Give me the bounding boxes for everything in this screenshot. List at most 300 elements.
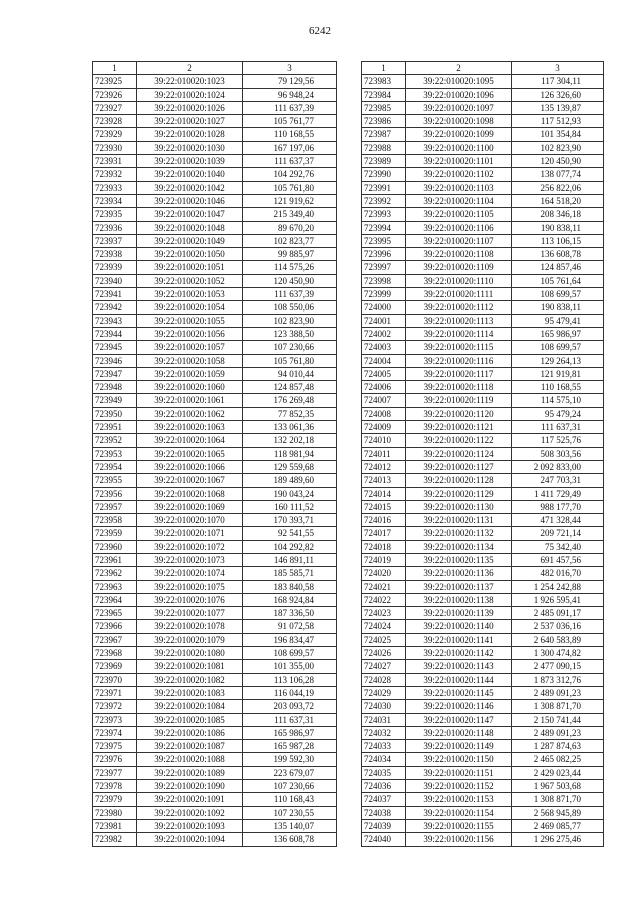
cadastral-number: 39:22:010020:1096: [406, 88, 512, 101]
table-row: [362, 181, 604, 194]
value-cell: 110 168,55: [243, 128, 337, 141]
cadastral-number: 39:22:010020:1108: [406, 248, 512, 261]
table-row: [93, 367, 337, 380]
row-number: 724009: [362, 421, 406, 434]
cadastral-number: 39:22:010020:1105: [406, 208, 512, 221]
table-row: [362, 234, 604, 247]
value-cell: 208 346,18: [512, 208, 604, 221]
table-row: [93, 686, 337, 699]
row-number: 724019: [362, 553, 406, 566]
table-row: [93, 194, 337, 207]
row-number: 723943: [93, 314, 137, 327]
row-number: 724018: [362, 540, 406, 553]
table-header-row: [93, 62, 337, 75]
table-row: [362, 567, 604, 580]
value-cell: 89 670,20: [243, 221, 337, 234]
table-row: [93, 487, 337, 500]
value-cell: 1 411 729,49: [512, 487, 604, 500]
value-cell: 2 485 091,17: [512, 607, 604, 620]
cadastral-number: 39:22:010020:1114: [406, 327, 512, 340]
value-cell: 121 919,81: [512, 367, 604, 380]
table-row: [93, 553, 337, 566]
row-number: 724021: [362, 580, 406, 593]
row-number: 724035: [362, 766, 406, 779]
cadastral-number: 39:22:010020:1138: [406, 593, 512, 606]
table-row: [362, 447, 604, 460]
table-row: [362, 208, 604, 221]
row-number: 724016: [362, 514, 406, 527]
table-row: [93, 221, 337, 234]
value-cell: 113 106,15: [512, 234, 604, 247]
row-number: 723932: [93, 168, 137, 181]
cadastral-number: 39:22:010020:1140: [406, 620, 512, 633]
cadastral-number: 39:22:010020:1153: [406, 793, 512, 806]
value-cell: 209 721,14: [512, 527, 604, 540]
table-row: [362, 421, 604, 434]
row-number: 723941: [93, 288, 137, 301]
row-number: 723946: [93, 354, 137, 367]
cadastral-number: 39:22:010020:1074: [137, 567, 243, 580]
value-cell: 1 300 474,82: [512, 647, 604, 660]
row-number: 723993: [362, 208, 406, 221]
row-number: 723997: [362, 261, 406, 274]
row-number: 723974: [93, 726, 137, 739]
cadastral-number: 39:22:010020:1089: [137, 766, 243, 779]
table-row: [93, 447, 337, 460]
value-cell: 2 092 833,00: [512, 460, 604, 473]
value-cell: 2 477 090,15: [512, 660, 604, 673]
value-cell: 124 857,46: [512, 261, 604, 274]
value-cell: 105 761,64: [512, 274, 604, 287]
cadastral-number: 39:22:010020:1024: [137, 88, 243, 101]
cadastral-number: 39:22:010020:1149: [406, 740, 512, 753]
value-cell: 1 308 871,70: [512, 700, 604, 713]
table-row: [362, 620, 604, 633]
row-number: 724000: [362, 301, 406, 314]
row-number: 724001: [362, 314, 406, 327]
row-number: 723973: [93, 713, 137, 726]
table-row: [362, 660, 604, 673]
table-row: [362, 288, 604, 301]
table-row: [362, 407, 604, 420]
value-cell: 190 043,24: [243, 487, 337, 500]
row-number: 724006: [362, 381, 406, 394]
cadastral-number: 39:22:010020:1067: [137, 474, 243, 487]
cadastral-number: 39:22:010020:1091: [137, 793, 243, 806]
cadastral-number: 39:22:010020:1046: [137, 194, 243, 207]
value-cell: 129 264,13: [512, 354, 604, 367]
cadastral-number: 39:22:010020:1082: [137, 673, 243, 686]
row-number: 723965: [93, 607, 137, 620]
table-row: [362, 354, 604, 367]
value-cell: 99 885,97: [243, 248, 337, 261]
cadastral-number: 39:22:010020:1115: [406, 341, 512, 354]
cadastral-number: 39:22:010020:1069: [137, 500, 243, 513]
table-row: [362, 553, 604, 566]
cadastral-number: 39:22:010020:1102: [406, 168, 512, 181]
row-number: 723980: [93, 806, 137, 819]
table-row: [362, 367, 604, 380]
row-number: 723938: [93, 248, 137, 261]
row-number: 723978: [93, 780, 137, 793]
cadastral-number: 39:22:010020:1120: [406, 407, 512, 420]
row-number: 724039: [362, 819, 406, 832]
value-cell: 167 197,06: [243, 141, 337, 154]
cadastral-number: 39:22:010020:1060: [137, 381, 243, 394]
cadastral-number: 39:22:010020:1144: [406, 673, 512, 686]
column-header: 1: [93, 62, 137, 75]
table-row: [93, 181, 337, 194]
value-cell: 2 469 085,77: [512, 819, 604, 832]
value-cell: 110 168,43: [243, 793, 337, 806]
cadastral-number: 39:22:010020:1068: [137, 487, 243, 500]
cadastral-number: 39:22:010020:1106: [406, 221, 512, 234]
row-number: 723966: [93, 620, 137, 633]
table-row: [362, 474, 604, 487]
value-cell: 138 077,74: [512, 168, 604, 181]
row-number: 723991: [362, 181, 406, 194]
row-number: 724026: [362, 647, 406, 660]
row-number: 723935: [93, 208, 137, 221]
value-cell: 79 129,56: [243, 75, 337, 88]
table-row: [362, 194, 604, 207]
row-number: 724013: [362, 474, 406, 487]
table-row: [93, 354, 337, 367]
table-row: [362, 580, 604, 593]
cadastral-number: 39:22:010020:1083: [137, 686, 243, 699]
cadastral-number: 39:22:010020:1059: [137, 367, 243, 380]
row-number: 724025: [362, 633, 406, 646]
value-cell: 189 489,60: [243, 474, 337, 487]
table-row: [362, 780, 604, 793]
row-number: 723999: [362, 288, 406, 301]
column-header: 2: [406, 62, 512, 75]
row-number: 723984: [362, 88, 406, 101]
value-cell: 215 349,40: [243, 208, 337, 221]
cadastral-number: 39:22:010020:1042: [137, 181, 243, 194]
value-cell: 508 303,56: [512, 447, 604, 460]
table-row: [362, 221, 604, 234]
value-cell: 2 568 945,89: [512, 806, 604, 819]
value-cell: 102 823,77: [243, 234, 337, 247]
row-number: 724034: [362, 753, 406, 766]
value-cell: 114 575,26: [243, 261, 337, 274]
table-row: [93, 128, 337, 141]
value-cell: 111 637,31: [512, 421, 604, 434]
table-row: [93, 514, 337, 527]
value-cell: 1 296 275,46: [512, 833, 604, 846]
table-row: [362, 155, 604, 168]
table-row: [362, 753, 604, 766]
table-header-row: [362, 62, 604, 75]
table-row: [93, 806, 337, 819]
row-number: 723981: [93, 819, 137, 832]
cadastral-number: 39:22:010020:1087: [137, 740, 243, 753]
cadastral-number: 39:22:010020:1094: [137, 833, 243, 846]
cadastral-number: 39:22:010020:1073: [137, 553, 243, 566]
cadastral-number: 39:22:010020:1093: [137, 819, 243, 832]
table-row: [93, 726, 337, 739]
cadastral-number: 39:22:010020:1143: [406, 660, 512, 673]
table-row: [93, 740, 337, 753]
cadastral-number: 39:22:010020:1116: [406, 354, 512, 367]
table-row: [362, 500, 604, 513]
table-row: [93, 274, 337, 287]
table-row: [93, 327, 337, 340]
table-row: [362, 248, 604, 261]
value-cell: 256 822,06: [512, 181, 604, 194]
row-number: 723992: [362, 194, 406, 207]
cadastral-number: 39:22:010020:1075: [137, 580, 243, 593]
value-cell: 113 106,28: [243, 673, 337, 686]
value-cell: 133 061,36: [243, 421, 337, 434]
row-number: 723963: [93, 580, 137, 593]
row-number: 724030: [362, 700, 406, 713]
cadastral-number: 39:22:010020:1147: [406, 713, 512, 726]
value-cell: 1 926 595,41: [512, 593, 604, 606]
row-number: 723995: [362, 234, 406, 247]
table-row: [362, 819, 604, 832]
value-cell: 135 139,87: [512, 101, 604, 114]
value-cell: 96 948,24: [243, 88, 337, 101]
cadastral-number: 39:22:010020:1079: [137, 633, 243, 646]
value-cell: 118 981,94: [243, 447, 337, 460]
table-row: [93, 647, 337, 660]
cadastral-number: 39:22:010020:1103: [406, 181, 512, 194]
row-number: 723990: [362, 168, 406, 181]
cadastral-number: 39:22:010020:1109: [406, 261, 512, 274]
row-number: 724012: [362, 460, 406, 473]
value-cell: 1 287 874,63: [512, 740, 604, 753]
row-number: 723955: [93, 474, 137, 487]
cadastral-number: 39:22:010020:1076: [137, 593, 243, 606]
value-cell: 988 177,70: [512, 500, 604, 513]
value-cell: 107 230,66: [243, 341, 337, 354]
table-row: [362, 700, 604, 713]
table-row: [362, 713, 604, 726]
table-row: [362, 514, 604, 527]
row-number: 723967: [93, 633, 137, 646]
value-cell: 117 304,11: [512, 75, 604, 88]
table-row: [93, 141, 337, 154]
table-row: [362, 806, 604, 819]
row-number: 723951: [93, 421, 137, 434]
cadastral-number: 39:22:010020:1145: [406, 686, 512, 699]
table-row: [362, 740, 604, 753]
row-number: 724004: [362, 354, 406, 367]
value-cell: 691 457,56: [512, 553, 604, 566]
row-number: 723930: [93, 141, 137, 154]
table-row: [93, 620, 337, 633]
value-cell: 102 823,90: [243, 314, 337, 327]
cadastral-number: 39:22:010020:1097: [406, 101, 512, 114]
row-number: 724011: [362, 447, 406, 460]
table-row: [362, 593, 604, 606]
cadastral-number: 39:22:010020:1064: [137, 434, 243, 447]
table-row: [362, 607, 604, 620]
cadastral-number: 39:22:010020:1142: [406, 647, 512, 660]
cadastral-number: 39:22:010020:1054: [137, 301, 243, 314]
cadastral-number: 39:22:010020:1124: [406, 447, 512, 460]
value-cell: 185 585,71: [243, 567, 337, 580]
table-row: [93, 314, 337, 327]
table-row: [93, 208, 337, 221]
row-number: 723998: [362, 274, 406, 287]
value-cell: 124 857,48: [243, 381, 337, 394]
value-cell: 95 479,24: [512, 407, 604, 420]
row-number: 723933: [93, 181, 137, 194]
table-row: [362, 527, 604, 540]
row-number: 724032: [362, 726, 406, 739]
value-cell: 2 429 023,44: [512, 766, 604, 779]
cadastral-number: 39:22:010020:1112: [406, 301, 512, 314]
cadastral-number: 39:22:010020:1040: [137, 168, 243, 181]
row-number: 723940: [93, 274, 137, 287]
row-number: 723986: [362, 115, 406, 128]
cadastral-number: 39:22:010020:1055: [137, 314, 243, 327]
cadastral-number: 39:22:010020:1062: [137, 407, 243, 420]
table-row: [362, 101, 604, 114]
value-cell: 120 450,90: [512, 155, 604, 168]
table-row: [362, 833, 604, 846]
table-row: [93, 474, 337, 487]
cadastral-number: 39:22:010020:1081: [137, 660, 243, 673]
row-number: 724002: [362, 327, 406, 340]
row-number: 723934: [93, 194, 137, 207]
value-cell: 107 230,66: [243, 780, 337, 793]
cadastral-number: 39:22:010020:1027: [137, 115, 243, 128]
value-cell: 2 150 741,44: [512, 713, 604, 726]
row-number: 723964: [93, 593, 137, 606]
cadastral-number: 39:22:010020:1107: [406, 234, 512, 247]
row-number: 723977: [93, 766, 137, 779]
row-number: 723971: [93, 686, 137, 699]
row-number: 723972: [93, 700, 137, 713]
table-row: [362, 341, 604, 354]
table-row: [93, 288, 337, 301]
row-number: 723926: [93, 88, 137, 101]
cadastral-number: 39:22:010020:1127: [406, 460, 512, 473]
table-row: [93, 155, 337, 168]
table-row: [93, 780, 337, 793]
row-number: 723936: [93, 221, 137, 234]
cadastral-number: 39:22:010020:1039: [137, 155, 243, 168]
row-number: 723931: [93, 155, 137, 168]
table-row: [362, 168, 604, 181]
cadastral-number: 39:22:010020:1056: [137, 327, 243, 340]
cadastral-number: 39:22:010020:1098: [406, 115, 512, 128]
row-number: 723937: [93, 234, 137, 247]
table-row: [93, 593, 337, 606]
row-number: 723948: [93, 381, 137, 394]
table-row: [93, 248, 337, 261]
value-cell: 223 679,07: [243, 766, 337, 779]
table-row: [93, 75, 337, 88]
table-row: [362, 460, 604, 473]
row-number: 723928: [93, 115, 137, 128]
cadastral-number: 39:22:010020:1101: [406, 155, 512, 168]
value-cell: 110 168,55: [512, 381, 604, 394]
table-row: [93, 421, 337, 434]
cadastral-number: 39:22:010020:1155: [406, 819, 512, 832]
row-number: 724036: [362, 780, 406, 793]
table-row: [362, 88, 604, 101]
cadastral-number: 39:22:010020:1047: [137, 208, 243, 221]
table-row: [93, 115, 337, 128]
cadastral-number: 39:22:010020:1026: [137, 101, 243, 114]
row-number: 724029: [362, 686, 406, 699]
row-number: 723953: [93, 447, 137, 460]
row-number: 723976: [93, 753, 137, 766]
row-number: 723968: [93, 647, 137, 660]
row-number: 724014: [362, 487, 406, 500]
column-header: 3: [243, 62, 337, 75]
cadastral-number: 39:22:010020:1077: [137, 607, 243, 620]
table-row: [93, 88, 337, 101]
row-number: 723929: [93, 128, 137, 141]
column-header: 2: [137, 62, 243, 75]
table-row: [362, 487, 604, 500]
row-number: 723957: [93, 500, 137, 513]
value-cell: 105 761,80: [243, 354, 337, 367]
column-header: 1: [362, 62, 406, 75]
cadastral-number: 39:22:010020:1072: [137, 540, 243, 553]
row-number: 724022: [362, 593, 406, 606]
value-cell: 199 592,30: [243, 753, 337, 766]
row-number: 723956: [93, 487, 137, 500]
row-number: 724023: [362, 607, 406, 620]
cadastral-number: 39:22:010020:1119: [406, 394, 512, 407]
cadastral-number: 39:22:010020:1028: [137, 128, 243, 141]
row-number: 723962: [93, 567, 137, 580]
registry-table-right: [361, 61, 604, 847]
value-cell: 247 703,31: [512, 474, 604, 487]
cadastral-number: 39:22:010020:1137: [406, 580, 512, 593]
row-number: 724007: [362, 394, 406, 407]
table-row: [93, 500, 337, 513]
row-number: 723958: [93, 514, 137, 527]
cadastral-number: 39:22:010020:1095: [406, 75, 512, 88]
value-cell: 114 575,10: [512, 394, 604, 407]
value-cell: 117 525,76: [512, 434, 604, 447]
row-number: 723994: [362, 221, 406, 234]
row-number: 724020: [362, 567, 406, 580]
value-cell: 123 388,50: [243, 327, 337, 340]
table-row: [362, 301, 604, 314]
table-row: [362, 141, 604, 154]
cadastral-number: 39:22:010020:1053: [137, 288, 243, 301]
table-row: [93, 168, 337, 181]
value-cell: 104 292,82: [243, 540, 337, 553]
table-row: [362, 647, 604, 660]
value-cell: 203 093,72: [243, 700, 337, 713]
table-row: [93, 567, 337, 580]
cadastral-number: 39:22:010020:1156: [406, 833, 512, 846]
cadastral-number: 39:22:010020:1063: [137, 421, 243, 434]
value-cell: 160 111,52: [243, 500, 337, 513]
table-row: [93, 607, 337, 620]
value-cell: 165 987,28: [243, 740, 337, 753]
cadastral-number: 39:22:010020:1080: [137, 647, 243, 660]
cadastral-number: 39:22:010020:1111: [406, 288, 512, 301]
cadastral-number: 39:22:010020:1131: [406, 514, 512, 527]
value-cell: 165 986,97: [243, 726, 337, 739]
table-row: [362, 766, 604, 779]
value-cell: 164 518,20: [512, 194, 604, 207]
row-number: 724008: [362, 407, 406, 420]
cadastral-number: 39:22:010020:1141: [406, 633, 512, 646]
cadastral-number: 39:22:010020:1099: [406, 128, 512, 141]
